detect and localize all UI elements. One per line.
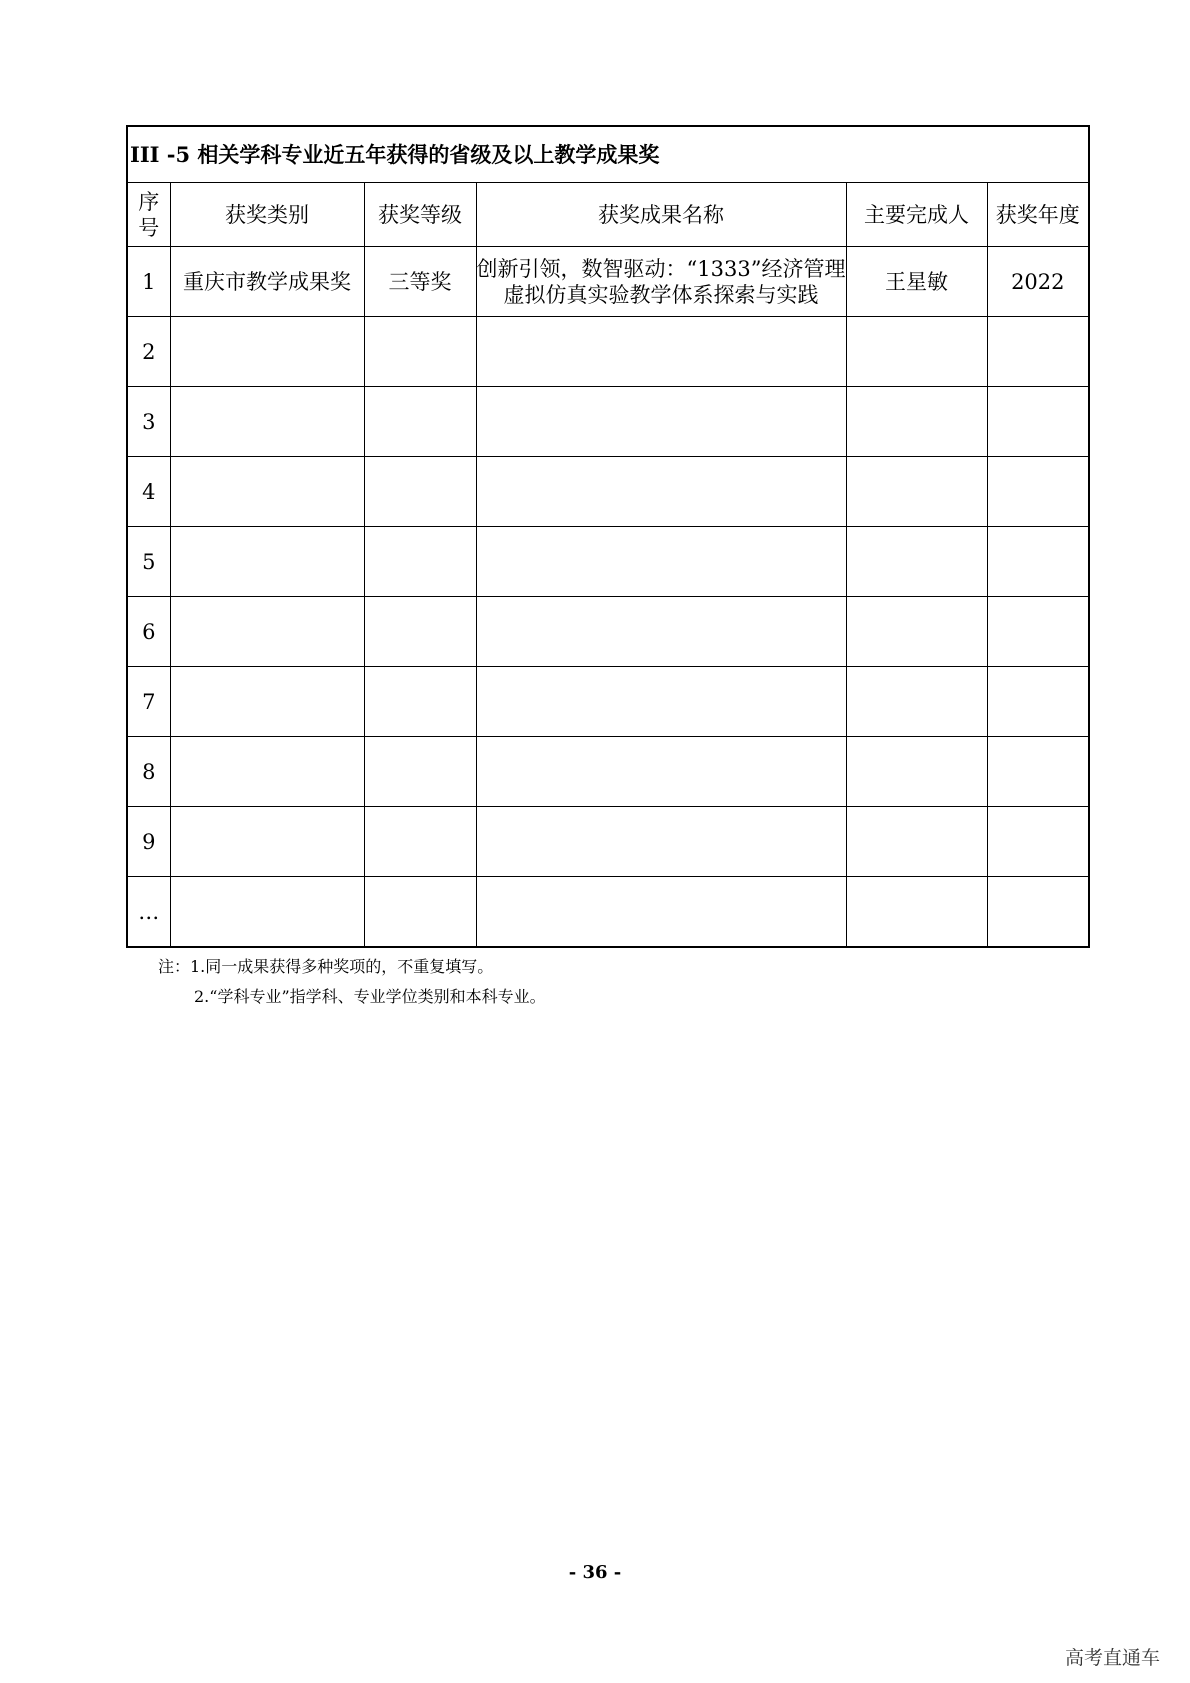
- row-year: [987, 387, 1089, 457]
- row-category: [170, 387, 364, 457]
- row-person: [846, 387, 987, 457]
- watermark-text: 高考直通车: [1064, 1647, 1160, 1669]
- row-seq: 8: [127, 737, 170, 807]
- row-year: [987, 807, 1089, 877]
- row-person: [846, 737, 987, 807]
- row-year: [987, 667, 1089, 737]
- table-row: [127, 317, 1089, 387]
- note-2: 2.“学科专业”指学科、专业学位类别和本科专业。: [194, 987, 546, 1006]
- row-person: [846, 667, 987, 737]
- row-category: [170, 527, 364, 597]
- header-name: 获奖成果名称: [476, 183, 846, 247]
- row-seq: 9: [127, 807, 170, 877]
- table-header-row: [127, 183, 1089, 247]
- row-year: [987, 457, 1089, 527]
- row-seq: 1: [127, 247, 170, 317]
- row-year: [987, 597, 1089, 667]
- row-name: [476, 247, 846, 317]
- row-level: [364, 667, 476, 737]
- row-seq: …: [127, 877, 170, 948]
- row-name: [476, 597, 846, 667]
- row-person: [846, 597, 987, 667]
- row-seq: 4: [127, 457, 170, 527]
- row-level: [364, 597, 476, 667]
- row-level: [364, 807, 476, 877]
- header-level: 获奖等级: [364, 183, 476, 247]
- row-category: [170, 807, 364, 877]
- row-year: [987, 317, 1089, 387]
- table-row: [127, 247, 1089, 317]
- row-level: [364, 877, 476, 948]
- row-person: [846, 877, 987, 948]
- row-level: [364, 317, 476, 387]
- row-category: [170, 457, 364, 527]
- table-row: [127, 457, 1089, 527]
- table-row: [127, 387, 1089, 457]
- note-1: 注：1.同一成果获得多种奖项的，不重复填写。: [158, 957, 494, 976]
- table-row: [127, 877, 1089, 948]
- row-name: [476, 387, 846, 457]
- table-notes: [158, 952, 546, 1012]
- row-name-line1: 创新引领，数智驱动：“1333”经济管理: [476, 256, 846, 281]
- row-person: [846, 317, 987, 387]
- page-number: - 36 -: [568, 1562, 622, 1583]
- row-level: [364, 527, 476, 597]
- row-category: [170, 877, 364, 948]
- row-person: [846, 807, 987, 877]
- table-row: [127, 667, 1089, 737]
- table-title: III -5 相关学科专业近五年获得的省级及以上教学成果奖: [127, 126, 1089, 183]
- header-seq-line2: 号: [138, 215, 160, 240]
- row-seq: 6: [127, 597, 170, 667]
- row-name: [476, 807, 846, 877]
- row-category: [170, 317, 364, 387]
- row-level: [364, 457, 476, 527]
- table-row: [127, 597, 1089, 667]
- row-year: [987, 737, 1089, 807]
- table-row: [127, 737, 1089, 807]
- table-row: [127, 527, 1089, 597]
- row-seq: 2: [127, 317, 170, 387]
- row-person: [846, 527, 987, 597]
- award-table: [126, 125, 1090, 948]
- row-seq: 5: [127, 527, 170, 597]
- row-level: [364, 737, 476, 807]
- row-name: [476, 667, 846, 737]
- row-name: [476, 317, 846, 387]
- header-seq-line1: 序: [138, 189, 160, 214]
- header-seq: [127, 183, 170, 247]
- row-name: [476, 737, 846, 807]
- header-year: 获奖年度: [987, 183, 1089, 247]
- row-level: [364, 387, 476, 457]
- row-year: 2022: [987, 247, 1089, 317]
- row-category: [170, 667, 364, 737]
- row-level: 三等奖: [364, 247, 476, 317]
- row-category: [170, 737, 364, 807]
- row-year: [987, 527, 1089, 597]
- row-category: [170, 597, 364, 667]
- row-seq: 7: [127, 667, 170, 737]
- row-person: [846, 457, 987, 527]
- row-person: 王星敏: [846, 247, 987, 317]
- header-person: 主要完成人: [846, 183, 987, 247]
- row-name-line2: 虚拟仿真实验教学体系探索与实践: [503, 282, 819, 307]
- row-name: [476, 527, 846, 597]
- row-year: [987, 877, 1089, 948]
- header-category: 获奖类别: [170, 183, 364, 247]
- row-seq: 3: [127, 387, 170, 457]
- row-name: [476, 457, 846, 527]
- row-name: [476, 877, 846, 948]
- award-table-container: [126, 125, 1088, 948]
- table-row: [127, 807, 1089, 877]
- row-category: 重庆市教学成果奖: [170, 247, 364, 317]
